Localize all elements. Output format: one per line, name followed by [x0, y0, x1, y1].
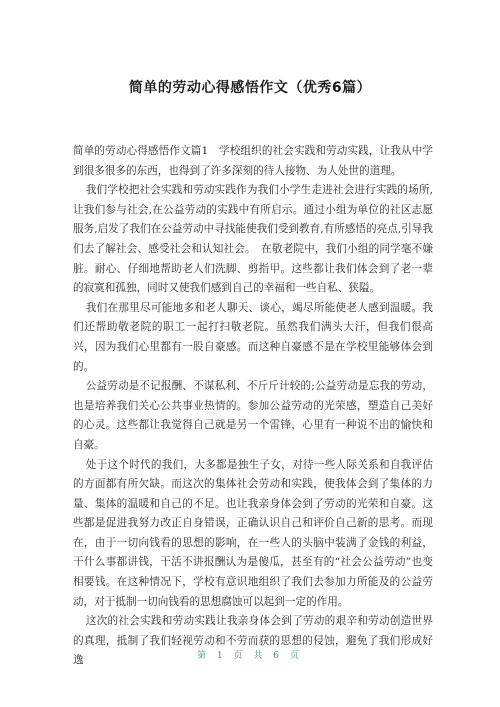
paragraph: 处于这个时代的我们，大多都是独生子女，对待一些人际关系和自我评估的方面都有所欠缺。而这次的集体社会劳动和实践，使我体会到了集体的力量、集体的温暖和自己的不足。也让我亲身体会到了劳动的光荣和自豪。这些都是促进我努力改正自身错误，正确认识自己和评价自己新的思考。而现在，由于一切向钱看的思想的影响，在一些人的头脑中装满了金钱的利益，干什么事都讲钱，干活不讲报酬认为是傻瓜，甚至有的“社会公益劳动”也变相要钱。在这种情况下，学校有意识地组织了我们去参加力所能及的公益劳动，对于抵制一切向钱看的思想腐蚀可以起到一定的作用。: [73, 458, 433, 608]
paragraph: 公益劳动是不记报酬、不谋私利、不斤斤计较的;公益劳动是忘我的劳动，也是培养我们关心公共事业热情的。参加公益劳动的光荣感，塑造自己美好的心灵。这些都让我觉得自己就是另一个雷锋，心里有一种说不出的愉快和自豪。: [73, 380, 433, 451]
page-number-footer: 第 1 页 共 6 页: [197, 651, 303, 661]
paragraph: 简单的劳动心得感悟作文篇1 学校组织的社会实践和劳动实践，让我从中学到很多很多的东西，也得到了许多深刻的待人接物、为人处世的道理。: [73, 145, 433, 177]
paragraph: 我们在那里尽可能地多和老人聊天、谈心，竭尽所能使老人感到温暖。我们还帮助敬老院的职工一起打扫敬老院。虽然我们满头大汗，但我们很高兴，因为我们心里都有一股自豪感。而这种自豪感不是在学校里能够体会到的。: [73, 301, 433, 373]
paragraph: 我们学校把社会实践和劳动实践作为我们小学生走进社会进行实践的场所,让我们参与社会,在公益劳动的实践中有所启示。通过小组为单位的社区志愿服务,启发了我们在公益劳动中寻找能使我们受到教育,有所感悟的亮点,引导我们去了解社会、感受社会和认知社会。 在敬老院中，我们小组的同学毫不嫌脏。耐心、仔细地帮助老人们洗脚、剪指甲。这些都让我们体会到了老一辈的寂寞和孤独，同时又使我们感到自己的幸福和一些自私、狭隘。: [73, 184, 433, 295]
document-body: [73, 142, 433, 671]
document-title: 简单的劳动心得感悟作文（优秀6篇）: [128, 80, 372, 96]
paragraph: 这次的社会实践和劳动实践让我亲身体会到了劳动的艰辛和劳动创造世界的真理，抵制了我们轻视劳动和不劳而获的思想的侵蚀，避免了我们形成好逸: [73, 615, 433, 667]
